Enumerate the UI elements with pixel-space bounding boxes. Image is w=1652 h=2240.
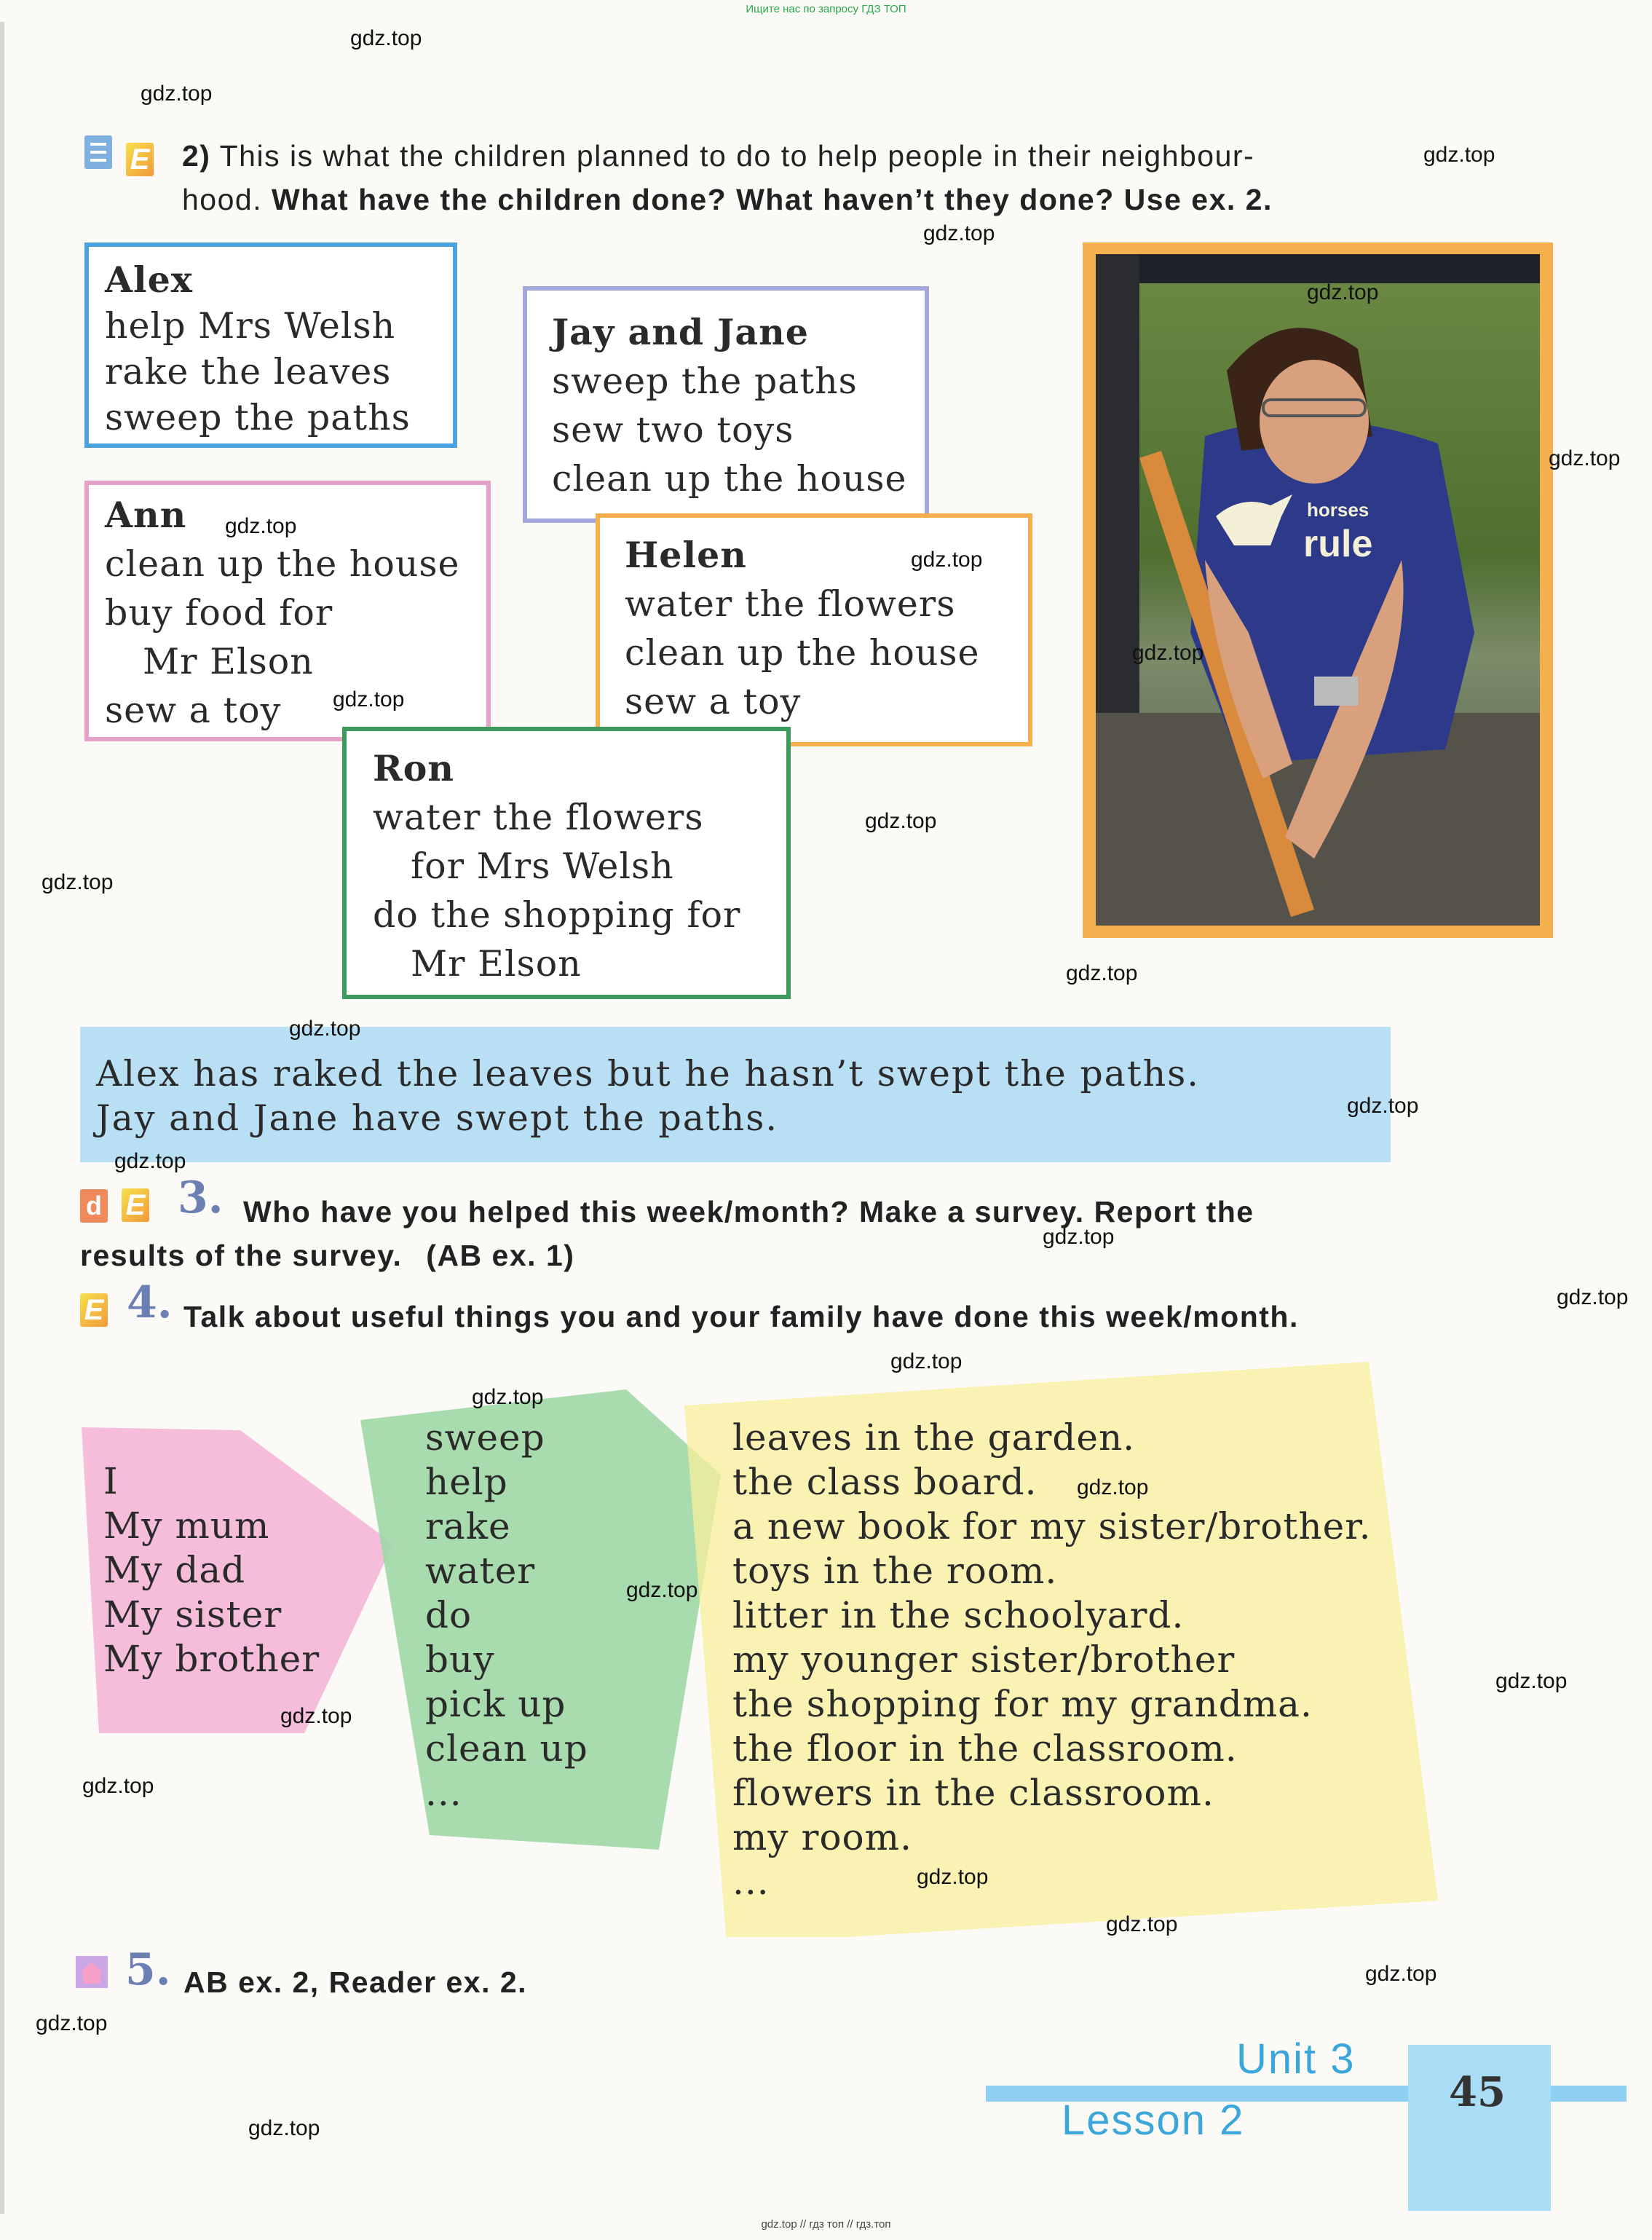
verb-item: ...: [425, 1772, 462, 1814]
list-icon: [84, 135, 112, 169]
watermark: gdz.top: [1066, 961, 1138, 985]
card-line: Mr Elson: [411, 943, 582, 985]
watermark: gdz.top: [1423, 143, 1495, 167]
object-item: flowers in the classroom.: [732, 1772, 1214, 1814]
card-name: Ron: [373, 747, 455, 789]
task3-line1: Who have you helped this week/month? Make a survey. Report the: [243, 1195, 1254, 1229]
watermark: gdz.top: [917, 1865, 989, 1889]
card-name: Helen: [625, 534, 747, 576]
watermark: gdz.top: [1043, 1225, 1115, 1249]
photo-frame: [1083, 242, 1553, 938]
watermark: gdz.top: [1132, 641, 1204, 665]
task4-text: Talk about useful things you and your family have done this week/month.: [183, 1300, 1299, 1333]
card-jay-jane: [523, 286, 929, 523]
card-line: sew a toy: [105, 690, 282, 731]
watermark: gdz.top: [141, 82, 213, 106]
top-banner: Ищите нас по запросу ГДЗ ТОП: [746, 3, 906, 15]
subject-item: I: [103, 1460, 119, 1502]
object-item: the floor in the classroom.: [732, 1727, 1238, 1770]
watermark: gdz.top: [865, 809, 937, 833]
pair-work-icon: d: [80, 1189, 108, 1223]
card-line: help Mrs Welsh: [105, 305, 396, 347]
task4-number: 4.: [127, 1277, 173, 1328]
shirt-text-rule: rule: [1303, 523, 1373, 565]
photo-girl-raking: [1096, 254, 1540, 926]
card-line: Mr Elson: [143, 641, 314, 682]
verb-item: do: [425, 1594, 473, 1636]
watermark: gdz.top: [350, 26, 422, 50]
subject-item: My brother: [103, 1638, 320, 1680]
verbs-list: [425, 1416, 588, 1815]
task2-question: What have the children done? What haven’t they done? Use ex. 2.: [272, 183, 1273, 216]
watermark: gdz.top: [1495, 1669, 1568, 1693]
subjects-list: [103, 1459, 320, 1681]
watermark: gdz.top: [82, 1774, 154, 1798]
task2-text: This is what the children planned to do to help people in their neighbour-: [219, 139, 1255, 173]
task4-icons: [80, 1293, 108, 1327]
english-icon: E: [80, 1293, 108, 1327]
card-name: Ann: [105, 494, 187, 536]
watermark: gdz.top: [225, 514, 297, 538]
task3-instruction: [80, 1190, 1398, 1277]
watermark: gdz.top: [1307, 280, 1379, 304]
verb-item: clean up: [425, 1727, 588, 1770]
card-line: sweep the paths: [105, 397, 411, 438]
watermark: gdz.top: [890, 1349, 963, 1373]
task2-text-2: hood.: [182, 183, 263, 216]
watermark: gdz.top: [42, 870, 114, 894]
watermark: gdz.top: [911, 548, 983, 572]
card-name: Jay and Jane: [552, 311, 809, 353]
verb-item: help: [425, 1461, 508, 1503]
watermark: gdz.top: [1365, 1962, 1437, 1986]
card-line: water the flowers: [373, 797, 704, 838]
verb-item: rake: [425, 1505, 511, 1547]
card-line: clean up the house: [625, 632, 980, 674]
card-ron: [342, 727, 791, 999]
object-item: my younger sister/brother: [732, 1638, 1236, 1681]
watermark: gdz.top: [289, 1017, 361, 1041]
object-item: the shopping for my grandma.: [732, 1683, 1313, 1725]
watermark: gdz.top: [472, 1385, 544, 1409]
task2-number: 2): [182, 139, 211, 173]
object-item: toys in the room.: [732, 1550, 1058, 1592]
task3-number: 3.: [178, 1172, 224, 1223]
verb-item: water: [425, 1550, 536, 1592]
task5-text: AB ex. 2, Reader ex. 2.: [183, 1965, 528, 1999]
watermark: gdz.top: [1347, 1094, 1419, 1118]
card-name: Alex: [105, 259, 194, 301]
watermark: gdz.top: [248, 2116, 320, 2140]
verb-item: pick up: [425, 1683, 566, 1725]
watermark: gdz.top: [923, 221, 995, 245]
home-icon: [76, 1956, 108, 1988]
card-line: do the shopping for: [373, 894, 741, 936]
task3-ref: (AB ex. 1): [426, 1239, 575, 1272]
subject-item: My mum: [103, 1504, 270, 1547]
example-line: Alex has raked the leaves but he hasn’t swept the paths.: [96, 1053, 1200, 1095]
card-line: clean up the house: [105, 543, 460, 585]
watermark: gdz.top: [280, 1704, 352, 1728]
english-icon: E: [126, 143, 154, 176]
task2-icons: [84, 135, 154, 176]
lesson-label: Lesson 2: [1062, 2097, 1245, 2144]
task5-number: 5.: [125, 1944, 171, 1995]
task3-line2: results of the survey.: [80, 1239, 403, 1272]
watermark: gdz.top: [1077, 1475, 1149, 1499]
verb-item: sweep: [425, 1416, 545, 1459]
watermark: gdz.top: [333, 687, 405, 711]
task5-instruction: [183, 1960, 527, 2004]
watermark: gdz.top: [1106, 1912, 1178, 1936]
example-box: [80, 1027, 1391, 1162]
watermark: gdz.top: [1549, 446, 1621, 470]
card-line: clean up the house: [552, 458, 907, 500]
watermark: gdz.top: [114, 1149, 186, 1173]
task2-instruction: [182, 134, 1420, 221]
subject-item: My dad: [103, 1549, 246, 1591]
card-line: sweep the paths: [552, 360, 858, 402]
object-item: my room.: [732, 1816, 912, 1858]
watermark: gdz.top: [1557, 1285, 1629, 1309]
subject-item: My sister: [103, 1593, 282, 1636]
english-icon: E: [122, 1188, 149, 1222]
card-line: sew two toys: [552, 409, 794, 451]
card-alex: [84, 242, 457, 448]
example-line: Jay and Jane have swept the paths.: [96, 1097, 778, 1139]
card-line: water the flowers: [625, 583, 956, 625]
object-item: a new book for my sister/brother.: [732, 1505, 1372, 1547]
card-line: rake the leaves: [105, 351, 392, 393]
card-line: buy food for: [105, 592, 333, 634]
object-item: the class board.: [732, 1461, 1038, 1503]
shirt-text-horses: horses: [1307, 499, 1370, 521]
unit-label: Unit 3: [1236, 2035, 1356, 2083]
objects-list: [732, 1416, 1371, 1904]
object-item: leaves in the garden.: [732, 1416, 1136, 1459]
card-line: sew a toy: [625, 681, 802, 722]
card-line: for Mrs Welsh: [411, 845, 674, 887]
page-number: 45: [1449, 2068, 1506, 2116]
watermark: gdz.top: [36, 2011, 108, 2035]
object-item: ...: [732, 1861, 770, 1903]
verb-item: buy: [425, 1638, 495, 1681]
task4-instruction: [183, 1295, 1299, 1338]
watermark: gdz.top: [626, 1578, 698, 1602]
bottom-banner: gdz.top // гдз топ // гдз.топ: [761, 2218, 891, 2231]
object-item: litter in the schoolyard.: [732, 1594, 1185, 1636]
